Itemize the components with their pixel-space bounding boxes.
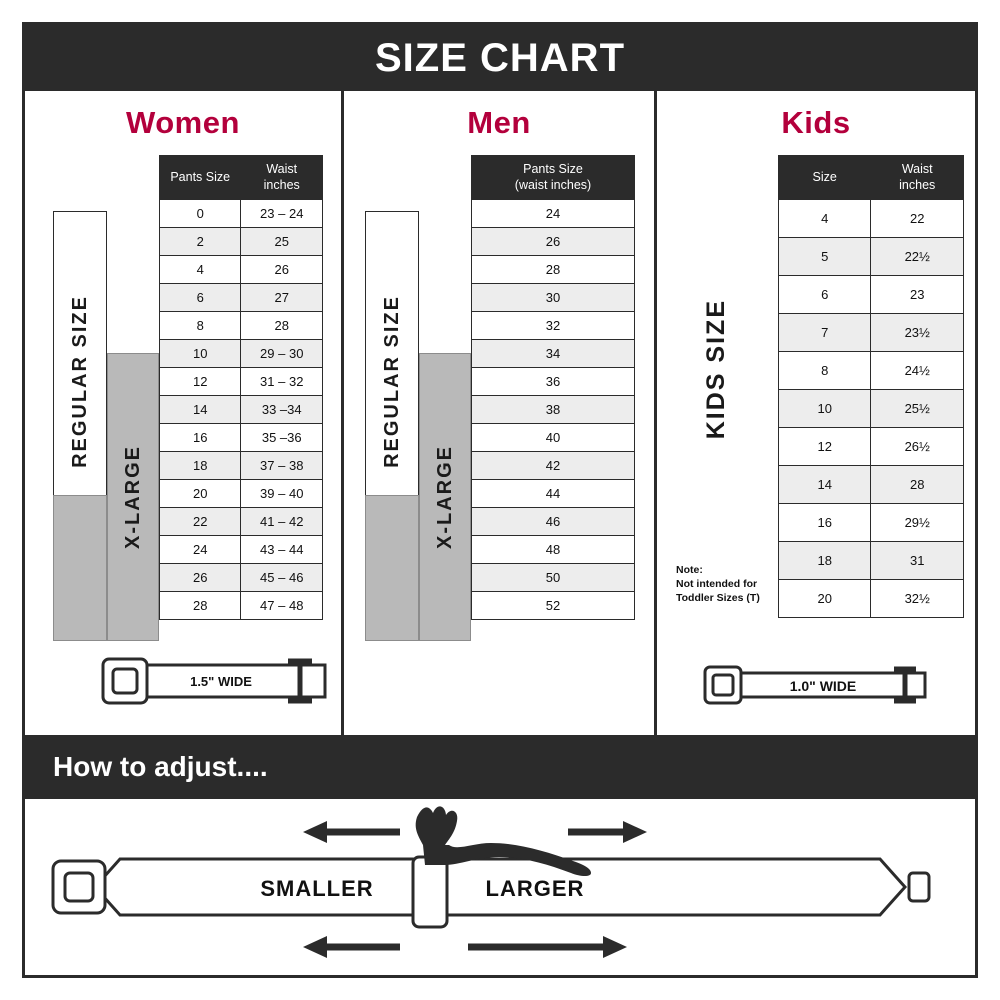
table-row xyxy=(160,536,323,564)
howto-bar xyxy=(25,735,975,799)
panel-kids xyxy=(657,91,975,735)
men-cell-size: 44 xyxy=(472,480,635,508)
table-row xyxy=(779,390,964,428)
table-row xyxy=(160,284,323,312)
kids-table-body xyxy=(779,200,964,618)
table-row xyxy=(472,284,635,312)
table-row xyxy=(160,452,323,480)
kids-belt-svg xyxy=(657,641,975,721)
men-regular-size-text: REGULAR SIZE xyxy=(380,294,403,468)
women-xlarge-text: X-LARGE xyxy=(121,445,144,549)
kids-cell-size: 12 xyxy=(779,428,871,466)
title-bar xyxy=(25,25,975,91)
kids-cell-size: 16 xyxy=(779,504,871,542)
adjust-arrows-bottom xyxy=(303,936,627,958)
table-row xyxy=(779,580,964,618)
table-row xyxy=(472,564,635,592)
kids-cell-size: 4 xyxy=(779,200,871,238)
women-belt-diagram xyxy=(25,641,341,721)
panel-men xyxy=(341,91,657,735)
kids-cell-size: 7 xyxy=(779,314,871,352)
women-cell-size: 0 xyxy=(160,200,241,228)
men-size-table xyxy=(471,155,635,620)
kids-cell-waist: 22½ xyxy=(871,238,964,276)
kids-note-line2: Not intended for xyxy=(676,578,758,591)
table-row xyxy=(160,508,323,536)
women-cell-size: 24 xyxy=(160,536,241,564)
kids-cell-size: 6 xyxy=(779,276,871,314)
adjust-arrows-top xyxy=(303,821,647,843)
women-cell-waist: 39 – 40 xyxy=(241,480,323,508)
kids-cell-waist: 23½ xyxy=(871,314,964,352)
women-cell-waist: 33 –34 xyxy=(241,396,323,424)
kids-cell-waist: 31 xyxy=(871,542,964,580)
women-cell-size: 14 xyxy=(160,396,241,424)
panel-men-heading: Men xyxy=(467,105,531,140)
page-title: SIZE CHART xyxy=(375,35,625,80)
kids-cell-size: 18 xyxy=(779,542,871,580)
table-row xyxy=(472,480,635,508)
kids-cell-waist: 23 xyxy=(871,276,964,314)
table-row xyxy=(472,592,635,620)
women-cell-waist: 47 – 48 xyxy=(241,592,323,620)
kids-note-line3: Toddler Sizes (T) xyxy=(676,592,760,605)
table-row xyxy=(779,542,964,580)
table-row xyxy=(779,504,964,542)
kids-cell-waist: 28 xyxy=(871,466,964,504)
kids-cell-size: 10 xyxy=(779,390,871,428)
men-cell-size: 34 xyxy=(472,340,635,368)
women-cell-waist: 23 – 24 xyxy=(241,200,323,228)
table-row xyxy=(472,424,635,452)
table-row xyxy=(160,256,323,284)
women-belt-width-label: 1.5" WIDE xyxy=(190,674,252,689)
panel-women-heading: Women xyxy=(126,105,240,140)
table-row xyxy=(472,256,635,284)
women-cell-size: 22 xyxy=(160,508,241,536)
women-cell-waist: 41 – 42 xyxy=(241,508,323,536)
howto-svg xyxy=(25,799,975,975)
table-row xyxy=(160,592,323,620)
kids-cell-waist: 22 xyxy=(871,200,964,238)
women-table-body xyxy=(160,200,323,620)
kids-cell-size: 8 xyxy=(779,352,871,390)
table-row xyxy=(472,536,635,564)
men-cell-size: 30 xyxy=(472,284,635,312)
table-row xyxy=(160,200,323,228)
kids-cell-waist: 26½ xyxy=(871,428,964,466)
men-table-header-row xyxy=(472,156,635,200)
kids-size-label xyxy=(684,219,748,519)
men-cell-size: 38 xyxy=(472,396,635,424)
table-row xyxy=(779,276,964,314)
men-col-header-line2: (waist inches) xyxy=(514,177,592,192)
men-cell-size: 28 xyxy=(472,256,635,284)
women-cell-size: 26 xyxy=(160,564,241,592)
men-xlarge-label xyxy=(419,353,471,641)
kids-note-line1: Note: xyxy=(676,564,703,576)
table-row xyxy=(160,564,323,592)
women-col-waist-line1: Waist xyxy=(266,162,298,176)
women-cell-waist: 45 – 46 xyxy=(241,564,323,592)
women-cell-size: 8 xyxy=(160,312,241,340)
women-col-pants-size: Pants Size xyxy=(160,156,241,200)
men-col-pants-size xyxy=(472,156,635,200)
panel-kids-heading: Kids xyxy=(781,105,851,140)
men-cell-size: 48 xyxy=(472,536,635,564)
table-row xyxy=(779,352,964,390)
table-row xyxy=(472,312,635,340)
kids-col-waist-line2: inches xyxy=(899,177,936,192)
women-cell-size: 2 xyxy=(160,228,241,256)
women-cell-waist: 31 – 32 xyxy=(241,368,323,396)
smaller-label: SMALLER xyxy=(260,876,374,901)
table-row xyxy=(472,508,635,536)
table-row xyxy=(472,340,635,368)
kids-cell-waist: 24½ xyxy=(871,352,964,390)
kids-col-waist xyxy=(871,156,964,200)
women-size-table xyxy=(159,155,323,620)
kids-table-header-row xyxy=(779,156,964,200)
men-cell-size: 50 xyxy=(472,564,635,592)
men-col-header-line1: Pants Size xyxy=(523,162,583,176)
kids-cell-waist: 25½ xyxy=(871,390,964,428)
men-cell-size: 26 xyxy=(472,228,635,256)
table-row xyxy=(472,228,635,256)
women-cell-waist: 29 – 30 xyxy=(241,340,323,368)
table-row xyxy=(779,314,964,352)
table-row xyxy=(779,428,964,466)
table-row xyxy=(472,200,635,228)
kids-col-waist-line1: Waist xyxy=(901,162,933,176)
women-cell-size: 10 xyxy=(160,340,241,368)
table-row xyxy=(160,424,323,452)
larger-label: LARGER xyxy=(485,876,585,901)
men-cell-size: 46 xyxy=(472,508,635,536)
women-belt-svg xyxy=(25,641,341,721)
women-cell-size: 16 xyxy=(160,424,241,452)
men-table-wrap xyxy=(359,155,639,675)
kids-belt-diagram xyxy=(657,641,975,721)
men-cell-size: 32 xyxy=(472,312,635,340)
women-cell-waist: 25 xyxy=(241,228,323,256)
women-cell-waist: 35 –36 xyxy=(241,424,323,452)
chart-frame xyxy=(22,22,978,978)
women-cell-size: 20 xyxy=(160,480,241,508)
howto-title: How to adjust.... xyxy=(53,751,268,782)
men-xlarge-text: X-LARGE xyxy=(433,445,456,549)
panel-women xyxy=(25,91,341,735)
kids-cell-waist: 29½ xyxy=(871,504,964,542)
women-col-waist xyxy=(241,156,323,200)
women-table-wrap xyxy=(43,155,323,675)
women-cell-size: 12 xyxy=(160,368,241,396)
table-row xyxy=(160,396,323,424)
table-row xyxy=(779,200,964,238)
men-cell-size: 24 xyxy=(472,200,635,228)
table-row xyxy=(472,368,635,396)
women-xlarge-label xyxy=(107,353,159,641)
men-cell-size: 40 xyxy=(472,424,635,452)
women-cell-waist: 37 – 38 xyxy=(241,452,323,480)
kids-cell-size: 14 xyxy=(779,466,871,504)
kids-belt-width-label: 1.0" WIDE xyxy=(789,678,857,694)
men-cell-size: 52 xyxy=(472,592,635,620)
size-panels xyxy=(25,91,975,735)
men-cell-size: 42 xyxy=(472,452,635,480)
women-table-header-row xyxy=(160,156,323,200)
table-row xyxy=(779,466,964,504)
women-regular-size-text: REGULAR SIZE xyxy=(68,294,91,468)
kids-table-wrap xyxy=(666,155,966,675)
table-row xyxy=(160,312,323,340)
kids-cell-waist: 32½ xyxy=(871,580,964,618)
table-row xyxy=(160,340,323,368)
women-cell-size: 6 xyxy=(160,284,241,312)
women-cell-waist: 26 xyxy=(241,256,323,284)
men-cell-size: 36 xyxy=(472,368,635,396)
table-row xyxy=(472,452,635,480)
table-row xyxy=(160,480,323,508)
kids-size-text: KIDS SIZE xyxy=(701,298,730,440)
kids-size-table xyxy=(778,155,964,618)
women-col-waist-line2: inches xyxy=(263,177,300,192)
women-cell-size: 4 xyxy=(160,256,241,284)
kids-col-size: Size xyxy=(779,156,871,200)
women-cell-size: 28 xyxy=(160,592,241,620)
kids-cell-size: 20 xyxy=(779,580,871,618)
women-cell-waist: 27 xyxy=(241,284,323,312)
women-cell-waist: 28 xyxy=(241,312,323,340)
table-row xyxy=(779,238,964,276)
table-row xyxy=(160,228,323,256)
howto-illustration xyxy=(25,799,975,975)
men-table-body xyxy=(472,200,635,620)
women-cell-size: 18 xyxy=(160,452,241,480)
table-row xyxy=(160,368,323,396)
men-grey-block xyxy=(365,495,419,641)
women-grey-block xyxy=(53,495,107,641)
kids-cell-size: 5 xyxy=(779,238,871,276)
table-row xyxy=(472,396,635,424)
women-cell-waist: 43 – 44 xyxy=(241,536,323,564)
